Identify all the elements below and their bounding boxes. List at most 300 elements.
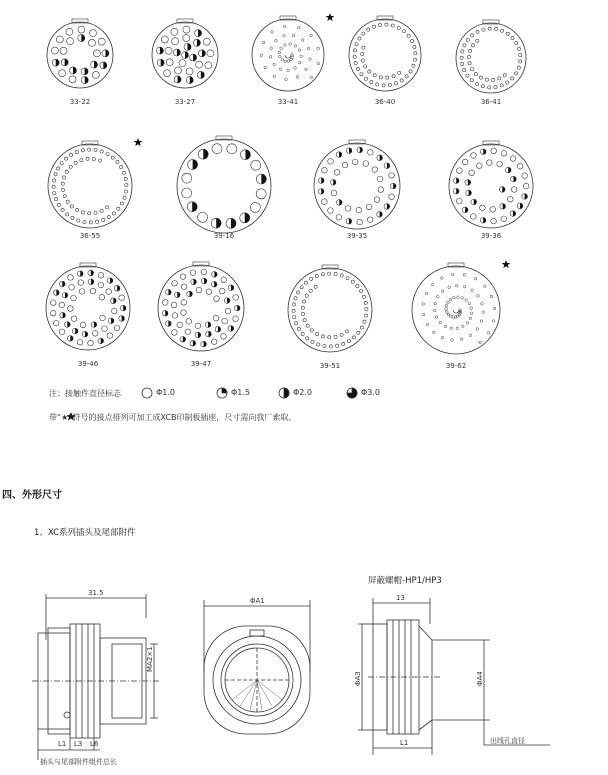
pin [186,319,192,325]
pin [93,50,100,57]
dim-cap-width: 13 [396,594,405,602]
pin [92,71,99,78]
pin [106,289,112,295]
pin [422,313,425,316]
pin [74,161,77,164]
pin-fill [245,150,250,160]
pin [314,285,317,288]
pin [172,38,179,45]
pin [205,62,212,69]
pin [336,215,342,221]
pin [177,322,183,328]
pin [391,24,394,27]
legend-phi15-symbol [217,388,227,398]
pin [471,34,474,37]
pin [441,290,444,293]
pin [461,50,464,53]
pin [353,49,356,52]
pin [462,325,465,328]
connector-label: 39-51 [319,362,341,370]
pin [479,76,482,79]
pin [69,165,72,168]
pin [81,211,84,214]
pin [511,77,514,80]
pin [307,47,310,50]
pin [161,36,168,43]
pin [340,333,343,336]
pin [50,300,56,306]
pin [379,23,382,26]
pin [436,295,439,298]
dim-phi-a1: ΦA1 [250,597,265,605]
pin [70,205,73,208]
pin [284,44,287,47]
pin [90,288,96,294]
dim-l1-right: L1 [400,739,409,747]
pin [360,73,363,76]
pin [366,204,372,210]
connector-face [349,16,421,91]
pin [88,39,95,46]
pin [124,177,127,180]
dim-l1: L1 [58,740,67,748]
pin [445,308,448,311]
pin [364,301,367,304]
pin [92,157,95,160]
pin-fill [188,43,192,50]
pin [278,51,281,54]
pin [300,286,303,289]
pin [511,36,514,39]
pin [482,311,485,314]
pin [164,70,171,77]
pin-fill [197,39,201,46]
pin-fill [261,174,266,184]
pin [468,62,471,65]
pin [488,86,491,89]
pin [434,302,437,305]
pin [470,68,473,71]
pin [365,308,368,311]
pin [491,218,497,224]
pin [102,326,108,332]
pin [331,190,337,196]
pin [451,273,454,276]
pin [219,288,225,294]
pin [445,304,448,307]
pin [302,300,305,303]
pin [303,319,306,322]
connector-face [449,141,533,228]
pin [56,167,59,170]
pin [273,75,276,78]
pin [59,70,66,77]
pin [107,216,110,219]
pin [62,176,65,179]
pin [364,77,367,80]
pin [364,65,367,68]
star-note: 带“★”符号的接点排列可加工成XCB印制板插座，尺寸需向我厂索取。 [49,413,297,422]
pin-fill [202,50,205,57]
pin [66,213,69,216]
pin [485,78,488,81]
pin [102,218,105,221]
pin [477,295,480,298]
pin [53,320,59,326]
dim-l6: L6 [90,740,99,748]
pin [196,287,202,293]
pin [439,321,442,324]
pin [172,330,178,336]
pin [54,198,57,201]
pin [446,311,449,314]
pin-fill [245,213,250,223]
pin [519,60,522,63]
pin [50,310,56,316]
pin [488,27,491,30]
pin [347,340,350,343]
pin [471,289,474,292]
pin [78,26,85,33]
pin [503,74,506,77]
pin-fill [85,77,89,84]
legend-phi2: Φ2.0 [293,388,313,397]
pin [61,188,64,191]
pin [75,150,78,153]
pin [460,56,463,59]
dim-phi-a3: ΦA3 [354,671,362,686]
pin [294,297,297,300]
pin [60,162,63,165]
pin [517,66,520,69]
pin [378,187,384,193]
pin [413,58,416,61]
connector-face [412,263,500,354]
pin [456,327,459,330]
legend-phi15: Φ1.5 [231,388,251,397]
pin [172,280,178,286]
pin-fill [216,218,221,228]
pin [221,334,227,340]
pin [301,332,304,335]
pin [394,82,397,85]
connector-face [47,19,113,88]
pin [456,198,462,204]
pin [405,75,408,78]
pin [351,280,354,283]
pin [290,58,293,61]
pin [476,30,479,33]
pin [279,55,282,58]
pin [251,160,261,170]
pin-fill [185,52,189,59]
plug-side-view [32,594,160,760]
pin [120,166,123,169]
pin [52,185,55,188]
pin [182,173,192,183]
pin [260,54,263,57]
pin [292,309,295,312]
pin [83,220,86,223]
pin [363,161,369,167]
pin [179,60,186,67]
pin [360,326,363,329]
pin-fill [160,47,164,54]
pin [264,66,267,69]
pin [116,160,119,163]
pin [340,274,343,277]
connector-label: 39-47 [190,360,212,368]
pin [293,315,296,318]
pin [441,336,444,339]
pin [462,159,468,165]
pin [469,49,472,52]
pin [165,47,172,54]
pin [111,308,117,314]
pin [364,314,367,317]
pin [397,26,400,29]
connector-label: 39-36 [480,232,502,240]
pin-fill [201,71,205,78]
pin [80,322,86,328]
pin [407,34,410,37]
pin [56,36,63,43]
pin [357,331,360,334]
pin [471,214,477,220]
pin [506,81,509,84]
pin [382,84,385,87]
pin [361,59,364,62]
pin [57,203,60,206]
pin [479,341,482,344]
pin [362,32,365,35]
pin [294,67,297,70]
pin [328,336,331,339]
pin [508,196,514,202]
pin [198,212,208,222]
pin [449,298,452,301]
pin-fill [65,59,69,66]
pin [107,333,113,339]
pin [279,68,282,71]
pin [352,159,358,165]
section-title: 四、外形尺寸 [2,490,62,501]
pin-fill [94,61,98,68]
pin [441,277,444,280]
pin [422,303,425,306]
pin [225,308,231,314]
pin [106,152,109,155]
pin [400,79,403,82]
pin [64,157,67,160]
pin [517,47,520,50]
pin [66,28,73,35]
pin [69,285,75,291]
pin [181,300,187,306]
connector-label: 36-40 [374,98,396,106]
legend-phi1: Φ1.0 [156,388,176,397]
connector-face [288,265,372,352]
pin [413,45,416,48]
pin [385,23,388,26]
legend-prefix: 注：接触件直径标志 [49,389,121,398]
pin [310,34,313,37]
legend-phi3-symbol [347,388,357,398]
pin [310,277,313,280]
pin [328,208,334,214]
pin [280,47,283,50]
pin [475,82,478,85]
pin [476,328,479,331]
pin [409,70,412,73]
pin-fill [203,149,208,159]
connector-label: 39-46 [77,360,99,368]
pin [61,208,64,211]
pin [389,173,395,179]
pin [222,318,228,324]
pin [298,61,301,64]
star-icon [134,138,143,146]
pin [233,295,239,301]
pin [294,45,297,48]
pin [185,329,191,335]
pin [283,35,286,38]
pin [457,296,460,299]
pin [306,324,309,327]
pin [360,290,363,293]
total-length-note: 插头与尾部附件组件总长 [40,758,117,766]
pin [269,56,272,59]
pin [305,68,308,71]
pin [373,74,376,77]
pin [361,52,364,55]
pin [315,274,318,277]
connector-face [46,263,130,350]
pin [309,58,312,61]
pin [88,340,94,346]
legend-phi1-symbol [142,388,152,398]
pin [233,316,239,322]
pin [98,282,104,288]
pin [166,59,173,66]
pin [95,220,98,223]
pin [125,184,128,187]
pin [352,336,355,339]
pin [68,306,74,312]
pin [71,216,74,219]
pin [183,26,190,33]
pin [450,327,453,330]
pin [317,343,320,346]
pin [461,297,464,300]
pin-fill [73,67,77,74]
pin [345,330,348,333]
pin [480,320,483,323]
pin [301,306,304,309]
pin [372,167,378,173]
pin [61,182,64,185]
pin [523,183,529,189]
pin [310,76,313,79]
pin [298,26,301,29]
pin [367,28,370,31]
pin [81,149,84,152]
pin [98,38,105,45]
pin [283,25,286,28]
pin-fill [105,50,109,57]
pin [321,335,324,338]
pin [335,344,338,347]
pin [363,320,366,323]
pin [172,313,178,319]
pin [100,150,103,153]
pin-fill [85,68,89,75]
pin [51,47,58,54]
pin [522,173,528,179]
pin [482,28,485,31]
pin-fill [161,59,164,66]
pin [281,58,284,61]
pin [292,34,295,37]
pin [54,173,57,176]
connector-label: 33-27 [174,98,196,106]
pin [69,76,76,83]
pin [346,276,349,279]
pin [182,188,192,198]
pin [497,161,503,167]
pin [186,68,193,75]
pin [88,148,91,151]
pin [493,307,496,310]
pin [466,38,469,41]
pin [181,284,187,290]
pin [77,219,80,222]
pin [221,277,227,283]
pin-fill [177,49,181,56]
pin [321,273,324,276]
pin [368,70,371,73]
pin [124,190,127,193]
pin [214,296,220,302]
connector-face [152,19,218,88]
pin [492,78,495,81]
pin [256,189,266,199]
pin [469,170,475,176]
pin [463,44,466,47]
pin [463,273,466,276]
pin [212,144,222,154]
pin [353,55,356,58]
pin [88,212,91,215]
pin [356,67,359,70]
pin [470,79,473,82]
connector-label: 33-22 [69,98,91,106]
pin [510,156,516,162]
pin-fill [190,77,194,84]
pin [262,41,265,44]
pin [447,313,450,316]
pin [79,289,85,295]
pin-fill [178,76,182,83]
pin [501,29,504,32]
pin [123,196,126,199]
pin [273,63,276,66]
pin [309,289,312,292]
pin [59,329,65,335]
pin [492,320,495,323]
pin [461,62,464,65]
pin [402,30,405,33]
